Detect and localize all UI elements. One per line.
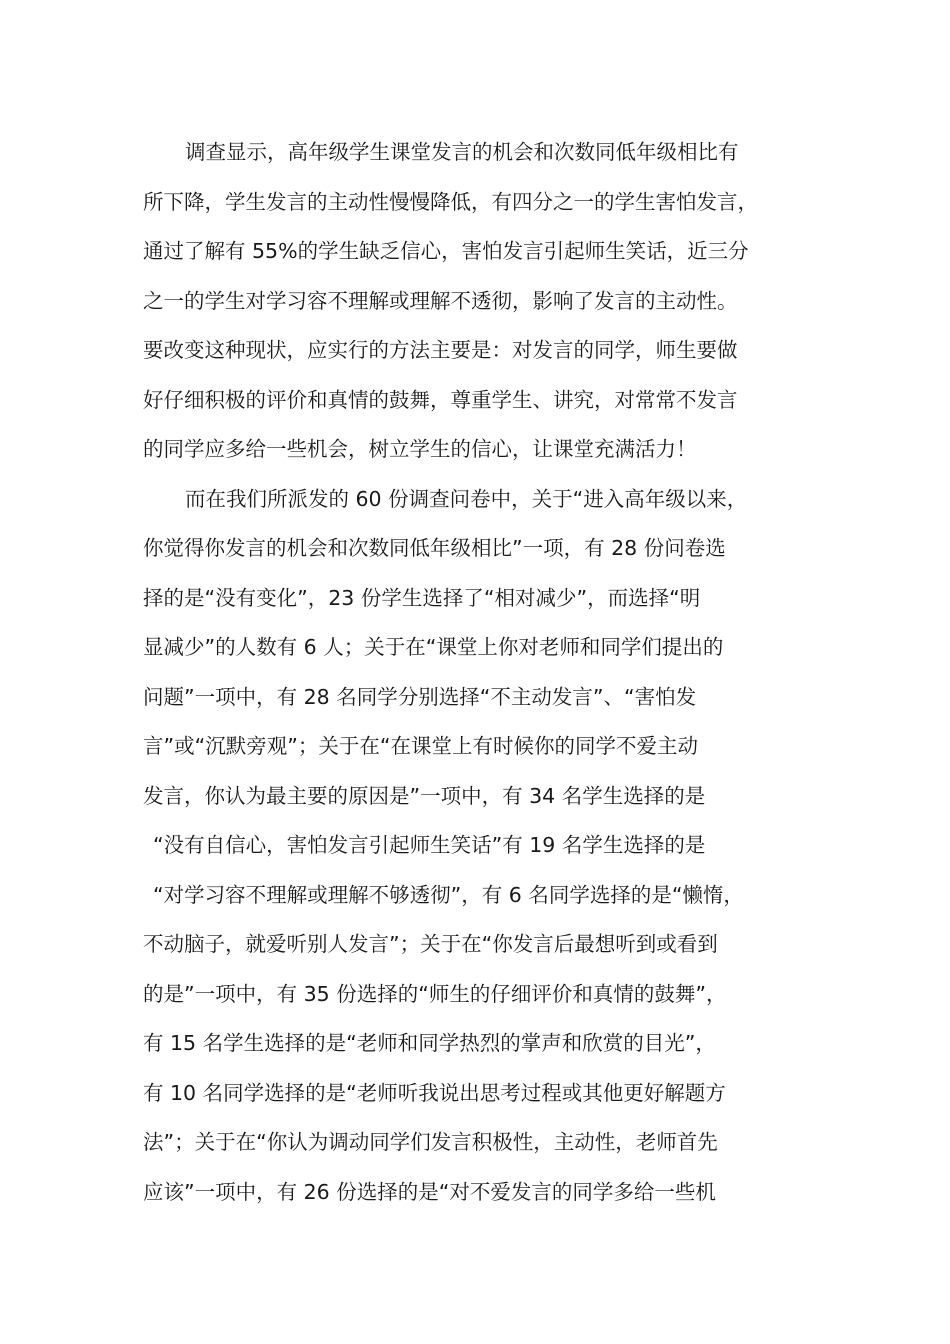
text-line: 之一的学生对学习容不理解或理解不透彻，影响了发言的主动性。 (143, 288, 738, 313)
text-line: 择的是“没有变化”，23 份学生选择了“相对减少”，而选择“明 (143, 585, 701, 610)
text-line: 言”或“沉默旁观”；关于在“在课堂上有时候你的同学不爱主动 (143, 734, 698, 758)
text-line: 法”；关于在“你认为调动同学们发言积极性，主动性，老师首先 (143, 1130, 718, 1154)
text-line: 通过了解有 55%的学生缺乏信心，害怕发言引起师生笑话，近三分 (143, 239, 749, 263)
text-line: “对学习容不理解或理解不够透彻”，有 6 名同学选择的是“懒惰， (153, 882, 744, 907)
text-line: 应该”一项中，有 26 份选择的是“对不爱发言的同学多给一些机 (143, 1179, 716, 1204)
text-line: 所下降，学生发言的主动性慢慢降低，有四分之一的学生害怕发言， (143, 189, 758, 214)
text-line: 调查显示，高年级学生课堂发言的机会和次数同低年级相比有 (185, 140, 739, 164)
text-line: 显减少”的人数有 6 人；关于在“课堂上你对老师和同学们提出的 (143, 635, 724, 659)
text-line: 好仔细积极的评价和真情的鼓舞，尊重学生、讲究，对常常不发言 (143, 387, 738, 412)
text-line: 有 15 名学生选择的是“老师和同学热烈的掌声和欣赏的目光”， (143, 1031, 716, 1055)
text-line: 发言，你认为最主要的原因是”一项中，有 34 名学生选择的是 (143, 783, 706, 808)
text-line: 而在我们所派发的 60 份调查问卷中，关于“进入高年级以来， (185, 486, 748, 511)
text-line: “没有自信心，害怕发言引起师生笑话”有 19 名学生选择的是 (153, 833, 706, 857)
text-line: 要改变这种现状，应实行的方法主要是：对发言的同学，师生要做 (143, 338, 738, 362)
text-line: 你觉得你发言的机会和次数同低年级相比”一项，有 28 份问卷选 (143, 536, 726, 560)
text-line: 的是”一项中，有 35 份选择的“师生的仔细评价和真情的鼓舞”， (143, 981, 727, 1006)
body-text (143, 128, 807, 1217)
text-line: 问题”一项中，有 28 名同学分别选择“不主动发言”、“害怕发 (143, 684, 697, 709)
text-line: 的同学应多给一些机会，树立学生的信心，让课堂充满活力！ (143, 437, 697, 461)
text-line: 不动脑子，就爱听别人发言”；关于在“你发言后最想听到或看到 (143, 932, 718, 956)
text-line: 有 10 名同学选择的是“老师听我说出思考过程或其他更好解题方 (143, 1080, 726, 1105)
